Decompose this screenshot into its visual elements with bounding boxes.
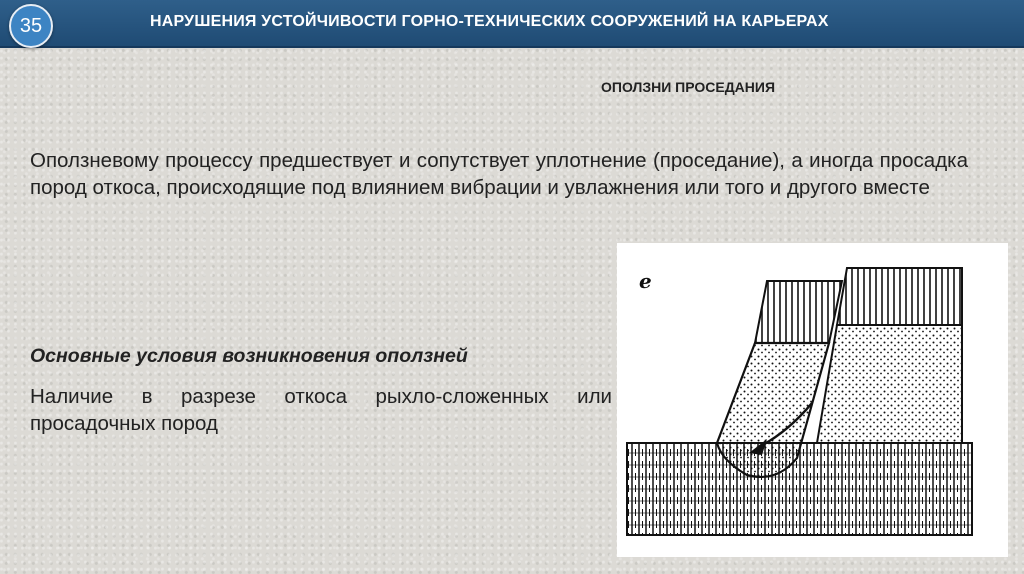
- section-subtitle: ОПОЛЗНИ ПРОСЕДАНИЯ: [601, 79, 776, 95]
- top-hatched-layer-left: [755, 281, 842, 343]
- dotted-layer: [817, 325, 962, 443]
- slope-diagram-drawing: [617, 243, 1008, 557]
- slide-header: [0, 0, 1024, 48]
- slope-diagram: [617, 243, 1008, 557]
- conditions-heading: Основные условия возникновения оползней: [30, 345, 468, 367]
- conditions-paragraph: Наличие в разрезе откоса рыхло-сложенных или просадочных пород: [30, 385, 612, 435]
- top-hatched-layer-right: [837, 268, 962, 325]
- slide-title: НАРУШЕНИЯ УСТОЙЧИВОСТИ ГОРНО-ТЕХНИЧЕСКИХ СООРУЖЕНИЙ НА КАРЬЕРАХ: [150, 13, 829, 30]
- bedrock-layer: [627, 443, 972, 535]
- slide-number-badge: 35: [9, 4, 53, 48]
- intro-paragraph: Оползневому процессу предшествует и сопутствует уплотнение (проседание), а иногда просадка пород откоса, происходящие под влиянием вибрации и увлажнения или того и другого вместе: [30, 149, 968, 199]
- figure-label: е: [639, 269, 652, 293]
